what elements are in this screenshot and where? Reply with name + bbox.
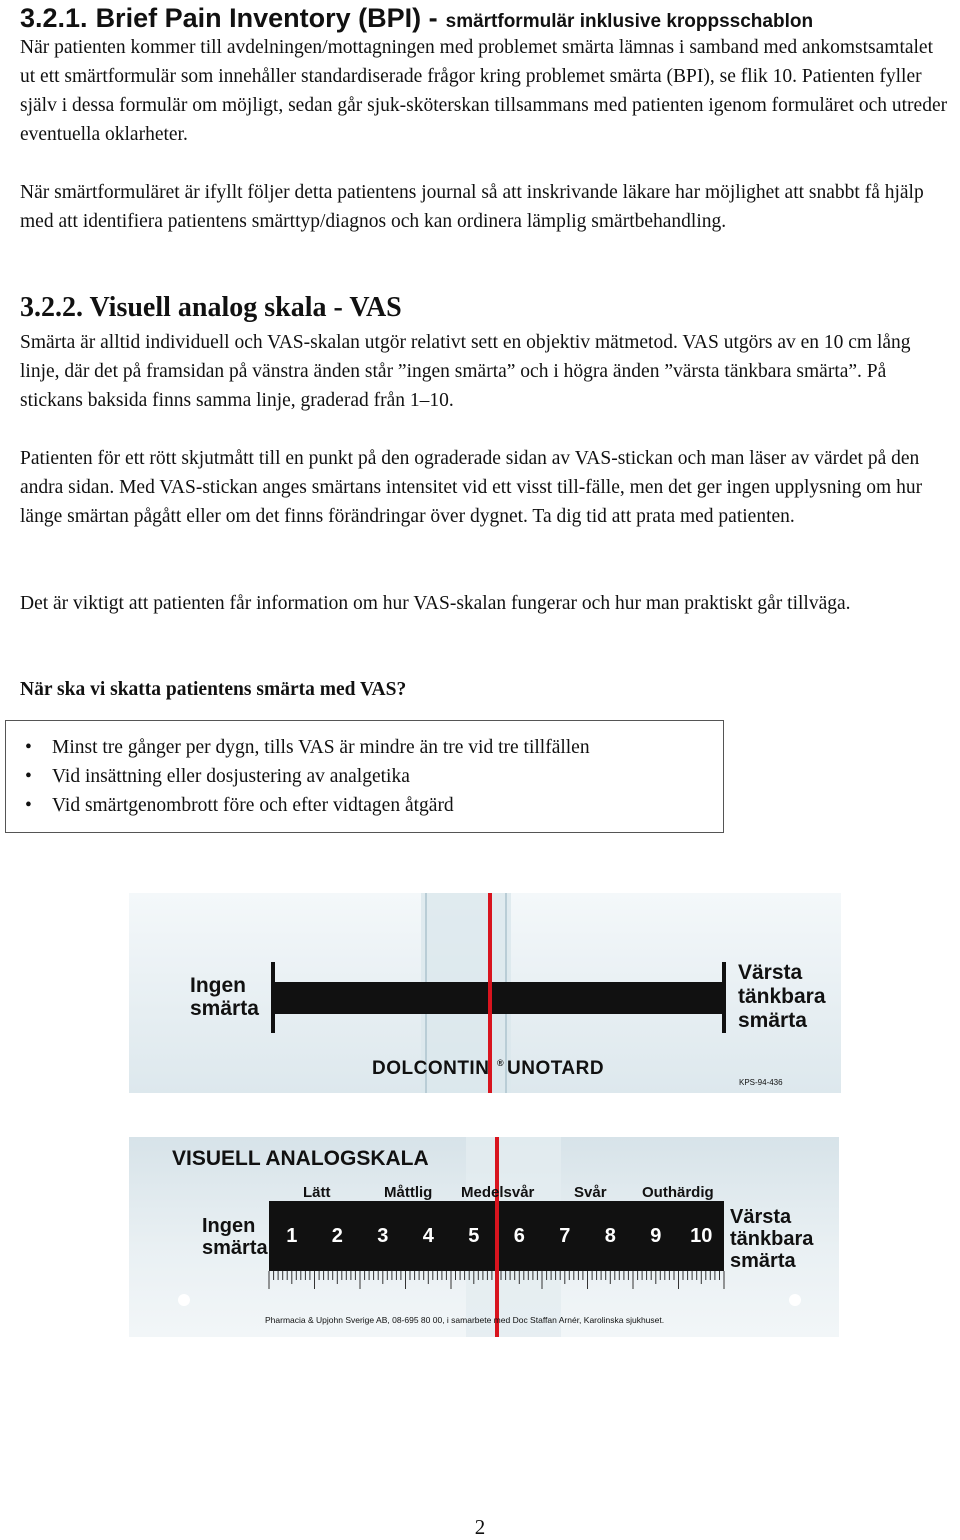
bpi-paragraph-2: När smärtformuläret är ifyllt följer detta patientens journal så att inskrivande läkare har möjlighet att snabbt få hjälp med att identifiera patientens smärttyp/diagnos och kan ordinera lämplig smärtbehandling. bbox=[20, 182, 924, 232]
vas-ruler-back-photo bbox=[129, 1137, 839, 1337]
bpi-paragraph-1: När patienten kommer till avdelningen/mottagningen med problemet smärta lämnas i samband med ankomstsamtalet ut ett smärtformulär som innehåller standardiserade frågor kring problemet smärta (BPI), se flik 10. Patienten fyller själv i dessa formulär om möjligt, sedan går sjuk-sköterskan tillsammans med patienten igenom formuläret och utreder eventuella oklarheter. bbox=[20, 37, 948, 145]
scale-number: 2 bbox=[331, 1225, 343, 1247]
back-footer-text: Pharmacia & Upjohn Sverige AB, 08-695 80 00, i samarbete med Doc Staffan Arnér, Karolinska sjukhuset. bbox=[265, 1315, 665, 1325]
scale-number: 8 bbox=[604, 1225, 616, 1247]
bullet-text: Vid smärtgenombrott före och efter vidtagen åtgärd bbox=[52, 795, 454, 816]
vas-ruler-front-drawing bbox=[129, 893, 841, 1093]
brand-unotard: UNOTARD bbox=[507, 1058, 605, 1079]
front-left-label-1: Ingen bbox=[190, 974, 246, 997]
ruler-hole-right bbox=[789, 1294, 801, 1306]
vas-ruler-front-photo bbox=[129, 893, 841, 1093]
scale-black-bar bbox=[272, 982, 724, 1014]
vas-paragraph-1: Smärta är alltid individuell och VAS-skalan utgör relativt sett en objektiv mätmetod. VAS utgörs av en 10 cm lång linje, där det på framsidan på vänstra änden står ”ingen smärta” och i högra änden ”värsta tänkbara smärta”. På stickans baksida finns samma linje, graderad från 1–10. bbox=[20, 332, 911, 411]
brand-dolcontin: DOLCONTIN bbox=[372, 1058, 490, 1079]
scale-number: 9 bbox=[650, 1225, 662, 1247]
bullet-icon: • bbox=[25, 795, 32, 816]
ruler-code: KPS-94-436 bbox=[739, 1078, 783, 1087]
back-right-label-1: Värsta bbox=[730, 1206, 792, 1228]
bullet-text: Vid insättning eller dosjustering av analgetika bbox=[52, 766, 410, 787]
red-indicator-line-back bbox=[495, 1137, 499, 1337]
front-left-label-2: smärta bbox=[190, 997, 259, 1020]
category-latt: Lätt bbox=[303, 1184, 331, 1201]
category-medelsvar: Medelsvår bbox=[461, 1184, 535, 1201]
scale-number: 4 bbox=[422, 1225, 434, 1247]
vas-ruler-back-drawing bbox=[129, 1137, 839, 1337]
scale-right-endcap bbox=[722, 962, 726, 1033]
vas-question-heading: När ska vi skatta patientens smärta med VAS? bbox=[20, 679, 407, 700]
back-left-label-2: smärta bbox=[202, 1237, 268, 1259]
category-mattlig: Måttlig bbox=[384, 1184, 433, 1201]
bullet-item bbox=[25, 762, 590, 791]
section-322-heading: 3.2.2. Visuell analog skala - VAS bbox=[20, 292, 402, 323]
scale-number: 1 bbox=[286, 1225, 298, 1247]
section-321-title: Brief Pain Inventory (BPI) - bbox=[95, 3, 438, 33]
bullet-item bbox=[25, 733, 590, 762]
front-right-label-3: smärta bbox=[738, 1009, 807, 1032]
section-321-number: 3.2.1. bbox=[20, 3, 88, 33]
scale-left-endcap bbox=[271, 962, 275, 1033]
scale-number: 7 bbox=[559, 1225, 571, 1247]
vas-bullet-box bbox=[5, 720, 724, 833]
bullet-icon: • bbox=[25, 737, 32, 758]
section-321-subtitle: smärtformulär inklusive kroppsschablon bbox=[445, 11, 814, 32]
back-right-label-3: smärta bbox=[730, 1250, 796, 1272]
front-right-label-1: Värsta bbox=[738, 961, 803, 984]
bullet-text: Minst tre gånger per dygn, tills VAS är mindre än tre vid tre tillfällen bbox=[52, 737, 590, 758]
scale-number: 6 bbox=[513, 1225, 525, 1247]
scale-number: 5 bbox=[468, 1225, 480, 1247]
category-svar: Svår bbox=[574, 1184, 607, 1201]
ruler-hole-left bbox=[178, 1294, 190, 1306]
bullet-item bbox=[25, 791, 590, 820]
scale-number: 10 bbox=[690, 1225, 713, 1247]
back-left-label-1: Ingen bbox=[202, 1215, 256, 1237]
scale-number: 3 bbox=[377, 1225, 389, 1247]
page-number: 2 bbox=[474, 1515, 486, 1539]
category-outhardig: Outhärdig bbox=[642, 1184, 714, 1201]
vas-paragraph-3: Det är viktigt att patienten får information om hur VAS-skalan fungerar och hur man praktiskt går tillväga. bbox=[20, 593, 851, 614]
vas-paragraph-2: Patienten för ett rött skjutmått till en punkt på den ograderade sidan av VAS-stickan och man läser av värdet på den andra sidan. Med VAS-stickan anges smärtans intensitet vid ett visst till-fälle, men det ger ingen upplysning om hur länge smärtan pågått eller om det finns förändringar över dygnet. Ta dig tid att prata med patienten. bbox=[20, 448, 923, 527]
front-right-label-2: tänkbara bbox=[738, 985, 826, 1008]
back-right-label-2: tänkbara bbox=[730, 1228, 814, 1250]
vas-bullet-list bbox=[25, 733, 590, 820]
brand-registered-mark: ® bbox=[497, 1058, 504, 1068]
back-title: VISUELL ANALOGSKALA bbox=[172, 1147, 429, 1170]
bullet-icon: • bbox=[25, 766, 32, 787]
